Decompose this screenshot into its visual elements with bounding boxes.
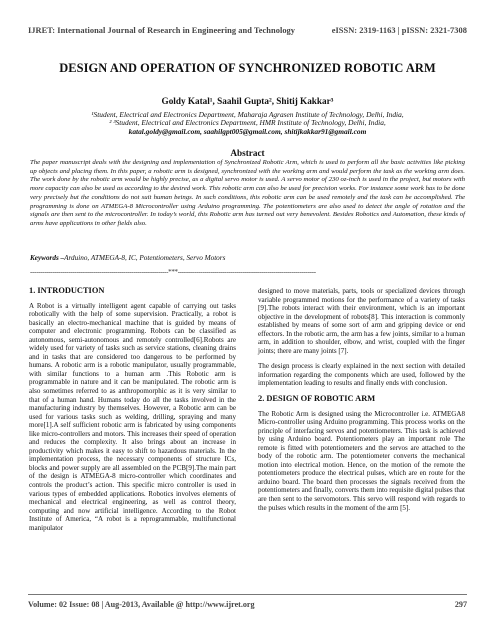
footer-volume: Volume: 02 Issue: 08 | Aug-2013, Available @ http://www.ijret.org [28,600,255,609]
page-footer [28,600,467,609]
keywords [30,254,465,262]
section-separator: --------------------------------------------------------------------***-------------------------------------------------------------------- [30,268,316,276]
journal-issn: eISSN: 2319-1163 | pISSN: 2321-7308 [331,26,467,35]
affiliation-1: ¹Student, Electrical and Electronics Department, Maharaja Agrasen Institute of Technology, Delhi, India, [91,110,404,119]
section-heading-introduction: 1. INTRODUCTION [29,286,105,295]
author-emails: katal.goldy@gmail.com, saahilgpt005@gmail.com, shitijkakkar91@gmail.com [128,127,367,136]
section-heading-design: 2. DESIGN OF ROBOTIC ARM [258,394,376,404]
keywords-text: Arduino, ATMEGA-8, IC, Potentiometers, Servo Motors [64,254,226,262]
journal-name: IJRET: International Journal of Research in Engineering and Technology [28,26,296,35]
paragraph: The Robotic Arm is designed using the Microcontroller i.e. ATMEGA8 Micro-controller using Arduino programming. This process works on the principle of interfacing servos and potentiometers. This task is achieved by using Arduino board. Potentiometers play an important role The remote is fitted with potentiometers and the servos are attached to the body of the robotic arm. The potentiometer converts the mechanical motion into electrical motion. Hence, on the motion of the remote the potentiometers produce the electrical pulses, which are en route for the arduino board. The board then processes the signals received from the potentiometers and finally, converts them into requisite digital pulses that are then sent to the servomotors. This servo will respond with regards to the pulses which results in the moment of the arm [5]. [258,409,465,512]
column-right [258,287,465,519]
affiliation-2: ² ³Student, Electrical and Electronics Department, HMR Institute of Technology, Delhi, India, [109,118,386,127]
paragraph: designed to move materials, parts, tools or specialized devices through variable programmed motions for the performance of a variety of tasks [9].The robots interact with their environment, which is an important objective in the development of robots[8]. This interaction is commonly established by means of some sort of arm and gripping device or end effectors. In the robotic arm, the arm has a few joints, similar to a human arm, in addition to shoulder, elbow, and wrist, coupled with the finger joints; there are many joints [7]. [258,287,465,355]
abstract-text: The paper manuscript deals with the designing and implementation of Synchronized Robotic Arm, which is used to perform all the basic activities like picking up objects and placing them. In this paper, a robotic arm is designed, synchronized with the working arm and would perform the task as the working arm does. The work done by the robotic arm would be highly precise, as a digital servo motor is used. A servo motor of 230 oz-inch is used in the project, but motors with more capacity can also be used as according to the desired work. This robotic arm can also be used for precision works. For instance some work has to be done very precisely but the conditions do not suit human beings. In such conditions, this robotic arm can be used remotely and the task can be accomplished. The programming is done on ATMEGA-8 Microcontroller using Arduino programming. The potentiometers are also used to detect the angle of rotation and the signals are then sent to the microcontroller. In today’s world, this Robotic arm has turned out very benevolent. Besides Robotics and Automation, these kinds of arms have applications in other fields also. [30,159,465,227]
journal-header [28,26,467,35]
paper-title: DESIGN AND OPERATION OF SYNCHRONIZED ROBOTIC ARM [59,61,436,75]
paper-authors: Goldy Katal¹, Saahil Gupta², Shitij Kakkar³ [161,96,334,106]
page-number: 297 [454,600,467,609]
paragraph: The design process is clearly explained in the next section with detailed information regarding the components which are used, followed by the implementation leading to results and finally ends with conclusion. [258,362,465,388]
footer-divider [28,594,467,595]
paragraph: A Robot is a virtually intelligent agent capable of carrying out tasks robotically with the help of some supervision. Practically, a robot is basically an electro-mechanical machine that is guided by means of computer and electronic programming. Robots can be classified as autonomous, semi-autonomous and remotely controlled[6].Robots are widely used for variety of tasks such as service stations, cleaning drains and in tasks that are considered too dangerous to be performed by humans. A robotic arm is a robotic manipulator, usually programmable, with similar functions to a human arm .This Robotic arm is programmable in nature and it can be manipulated. The robotic arm is also sometimes referred to as anthropomorphic as it is very similar to that of a human hand. Humans today do all the tasks involved in the manufacturing industry by themselves. However, a Robotic arm can be used for various tasks such as welding, drilling, spraying and many more[1].A self sufficient robotic arm is fabricated by using components like micro-controllers and motors. This increases their speed of operation and reduces the complexity. It also brings about an increase in productivity which makes it easy to shift to hazardous materials. In the implementation process, the necessary components of structure ICs, blocks and power supply are all assembled on the PCB[9].The main part of the design is ATMEGA-8 micro-controller which coordinates and controls the product’s action. This specific micro controller is used in various types of embedded applications. Robotics involves elements of mechanical and electrical engineering, as well as control theory, computing and now artificial intelligence. According to the Robot Institute of America, “A robot is a reprogrammable, multifunctional manipulator [29,301,236,532]
column-left [29,287,236,539]
keywords-label: Keywords – [30,254,65,262]
abstract-heading: Abstract [230,148,265,158]
